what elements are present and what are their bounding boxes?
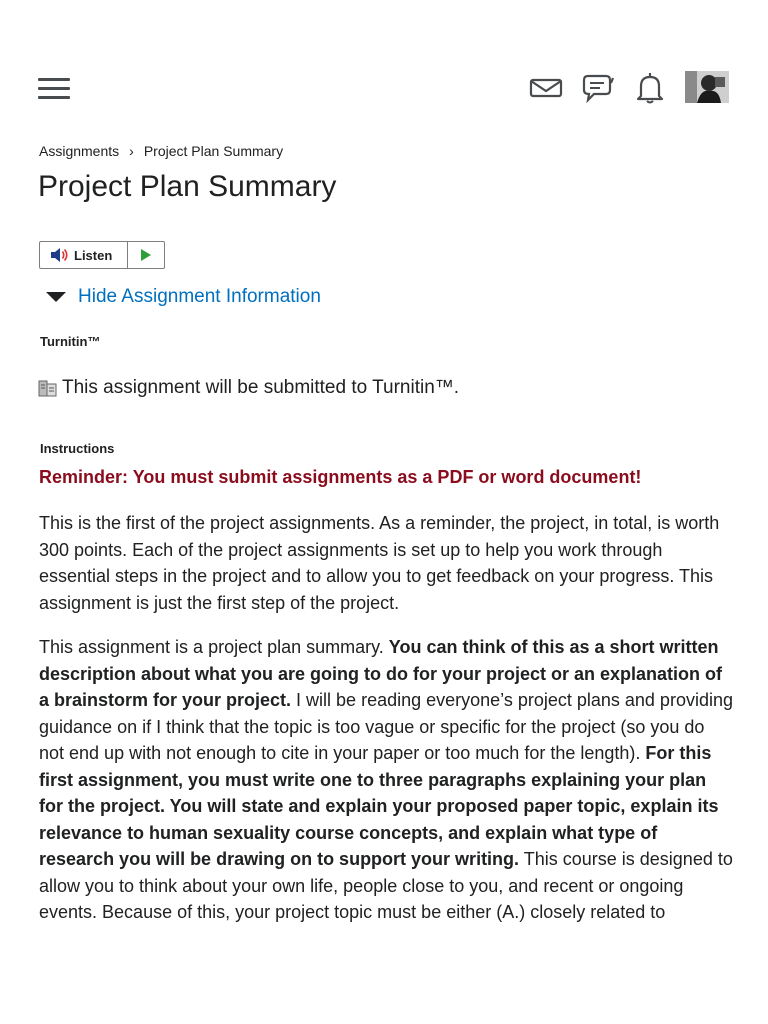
breadcrumb-separator: › [129, 143, 134, 159]
p2-bold-b: You can think of this as a short written description about what you are going to do for your project or an explanation of a brainstorm for your project. [39, 637, 723, 710]
p2-text-e: This course is designed to allow you to think about your own life, people close to you, and recent or ongoing events. Because of this, your project topic must be either (A.) closely related to [39, 849, 733, 922]
play-button[interactable] [128, 242, 164, 268]
turnitin-icon [38, 378, 58, 398]
speaker-icon [50, 247, 70, 263]
turnitin-heading: Turnitin™ [40, 334, 101, 349]
hide-assignment-information-toggle[interactable] [46, 286, 321, 308]
hide-assignment-information-label: Hide Assignment Information [78, 286, 321, 307]
play-icon [140, 248, 152, 262]
bell-icon[interactable] [633, 70, 671, 106]
instructions-paragraph-2 [39, 634, 734, 926]
instructions-heading: Instructions [40, 441, 115, 456]
turnitin-message-text: This assignment will be submitted to Turnitin™. [62, 377, 460, 398]
hamburger-menu-icon[interactable] [38, 78, 70, 100]
p2-text-c: I will be reading everyone’s project plans and providing guidance on if I think that the topic is too vague or specific for the project (so you do not end up with not enough to cite in your paper or too much for the length). [39, 690, 733, 763]
user-avatar[interactable] [685, 71, 729, 103]
readspeaker-listen-widget [39, 241, 165, 269]
chat-bubble-icon[interactable] [580, 70, 618, 106]
breadcrumb-current: Project Plan Summary [143, 143, 284, 159]
instructions-paragraph-1: This is the first of the project assignments. As a reminder, the project, in total, is worth 300 points. Each of the project assignments is set up to help you work through essential steps in the project and to allow you to get feedback on your progress. This assignment is just the first step of the project. [39, 513, 720, 613]
submission-reminder: Reminder: You must submit assignments as a PDF or word document! [39, 467, 642, 487]
listen-label: Listen [74, 247, 113, 263]
top-navigation-bar [0, 0, 768, 130]
p2-text-a: This assignment is a project plan summary. [39, 637, 389, 657]
caret-down-icon [46, 292, 66, 302]
turnitin-message [38, 377, 459, 399]
envelope-icon[interactable] [529, 70, 567, 106]
breadcrumb-assignments-link[interactable]: Assignments [39, 143, 120, 159]
listen-button[interactable] [40, 242, 128, 268]
page-title: Project Plan Summary [38, 170, 337, 203]
p2-bold-d: For this first assignment, you must write one to three paragraphs explaining your plan for the project. You will state and explain your proposed paper topic, explain its relevance to human sexuality course concepts, and explain what type of research you will be drawing on to support your writing. [39, 743, 719, 869]
breadcrumb [39, 143, 283, 159]
